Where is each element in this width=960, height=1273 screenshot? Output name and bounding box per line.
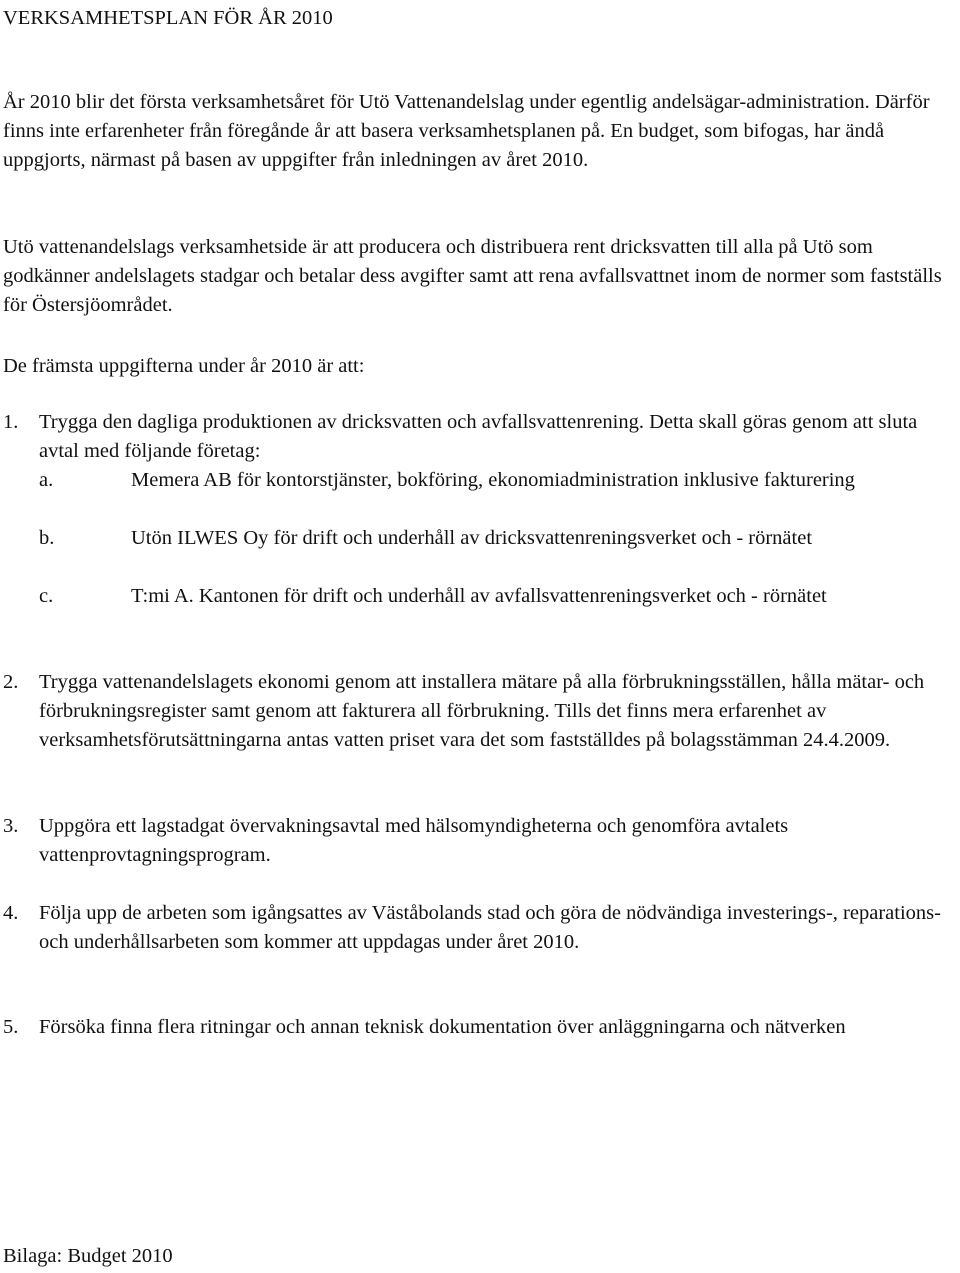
task-number: 4. xyxy=(3,902,19,924)
task-item-1 xyxy=(3,408,958,640)
task-number: 3. xyxy=(3,815,19,837)
task-text: Trygga den dagliga produktionen av dricksvatten och avfallsvattenrening. Detta skall göras genom att sluta avtal med följande företag: xyxy=(39,411,918,462)
subtask-item-b xyxy=(3,524,958,582)
subtask-letter: a. xyxy=(39,469,54,491)
subtask-letter: b. xyxy=(39,527,55,549)
subtask-text: Memera AB för kontorstjänster, bokföring, ekonomiadministration inklusive fakturering xyxy=(131,469,855,491)
intro-paragraph: År 2010 blir det första verksamhetsåret för Utö Vattenandelslag under egentlig andelsägar-administration. Därför finns inte erfarenheter från föregånde år att basera verksamhetsplanen på. En budget, som bifogas, har ändå uppgjorts, närmast på basen av uppgifter från inledningen av året 2010. xyxy=(3,91,930,171)
task-number: 2. xyxy=(3,671,19,693)
task-number: 5. xyxy=(3,1016,19,1038)
subtask-text: Utön ILWES Oy för drift och underhåll av dricksvattenreningsverket och - rörnätet xyxy=(131,527,813,549)
subtask-item-c xyxy=(3,582,958,640)
subtask-text: T:mi A. Kantonen för drift och underhåll av avfallsvattenreningsverket och - rörnätet xyxy=(131,585,827,607)
tasks-lead: De främsta uppgifterna under år 2010 är att: xyxy=(3,355,365,377)
task-text: Försöka finna flera ritningar och annan teknisk dokumentation över anläggningarna och nätverken xyxy=(39,1016,846,1038)
task-text: Uppgöra ett lagstadgat övervakningsavtal med hälsomyndigheterna och genomföra avtalets vattenprovtagningsprogram. xyxy=(39,815,789,866)
subtask-item-a xyxy=(3,466,958,524)
task-text: Följa upp de arbeten som igångsattes av Väståbolands stad och göra de nödvändiga investerings-, reparations- och underhållsarbeten som kommer att uppdagas under året 2010. xyxy=(39,902,941,953)
task-text: Trygga vattenandelslagets ekonomi genom att installera mätare på alla förbrukningsställen, hålla mätar- och förbrukningsregister samt genom att fakturera all förbrukning. Tills det finns mera erfarenhet av verksamhetsförutsättningarna antas vatten priset vara det som fastställdes på bolagsstämman 24.4.2009. xyxy=(39,671,925,751)
purpose-paragraph: Utö vattenandelslags verksamhetside är att producera och distribuera rent dricksvatten till alla på Utö som godkänner andelslagets stadgar och betalar dess avgifter samt att rena avfallsvattnet inom de normer som fastställs för Östersjöområdet. xyxy=(3,236,942,316)
attachment-note: Bilaga: Budget 2010 xyxy=(3,1245,173,1267)
subtask-letter: c. xyxy=(39,585,54,607)
task-number: 1. xyxy=(3,411,19,433)
document-title: VERKSAMHETSPLAN FÖR ÅR 2010 xyxy=(3,7,333,29)
